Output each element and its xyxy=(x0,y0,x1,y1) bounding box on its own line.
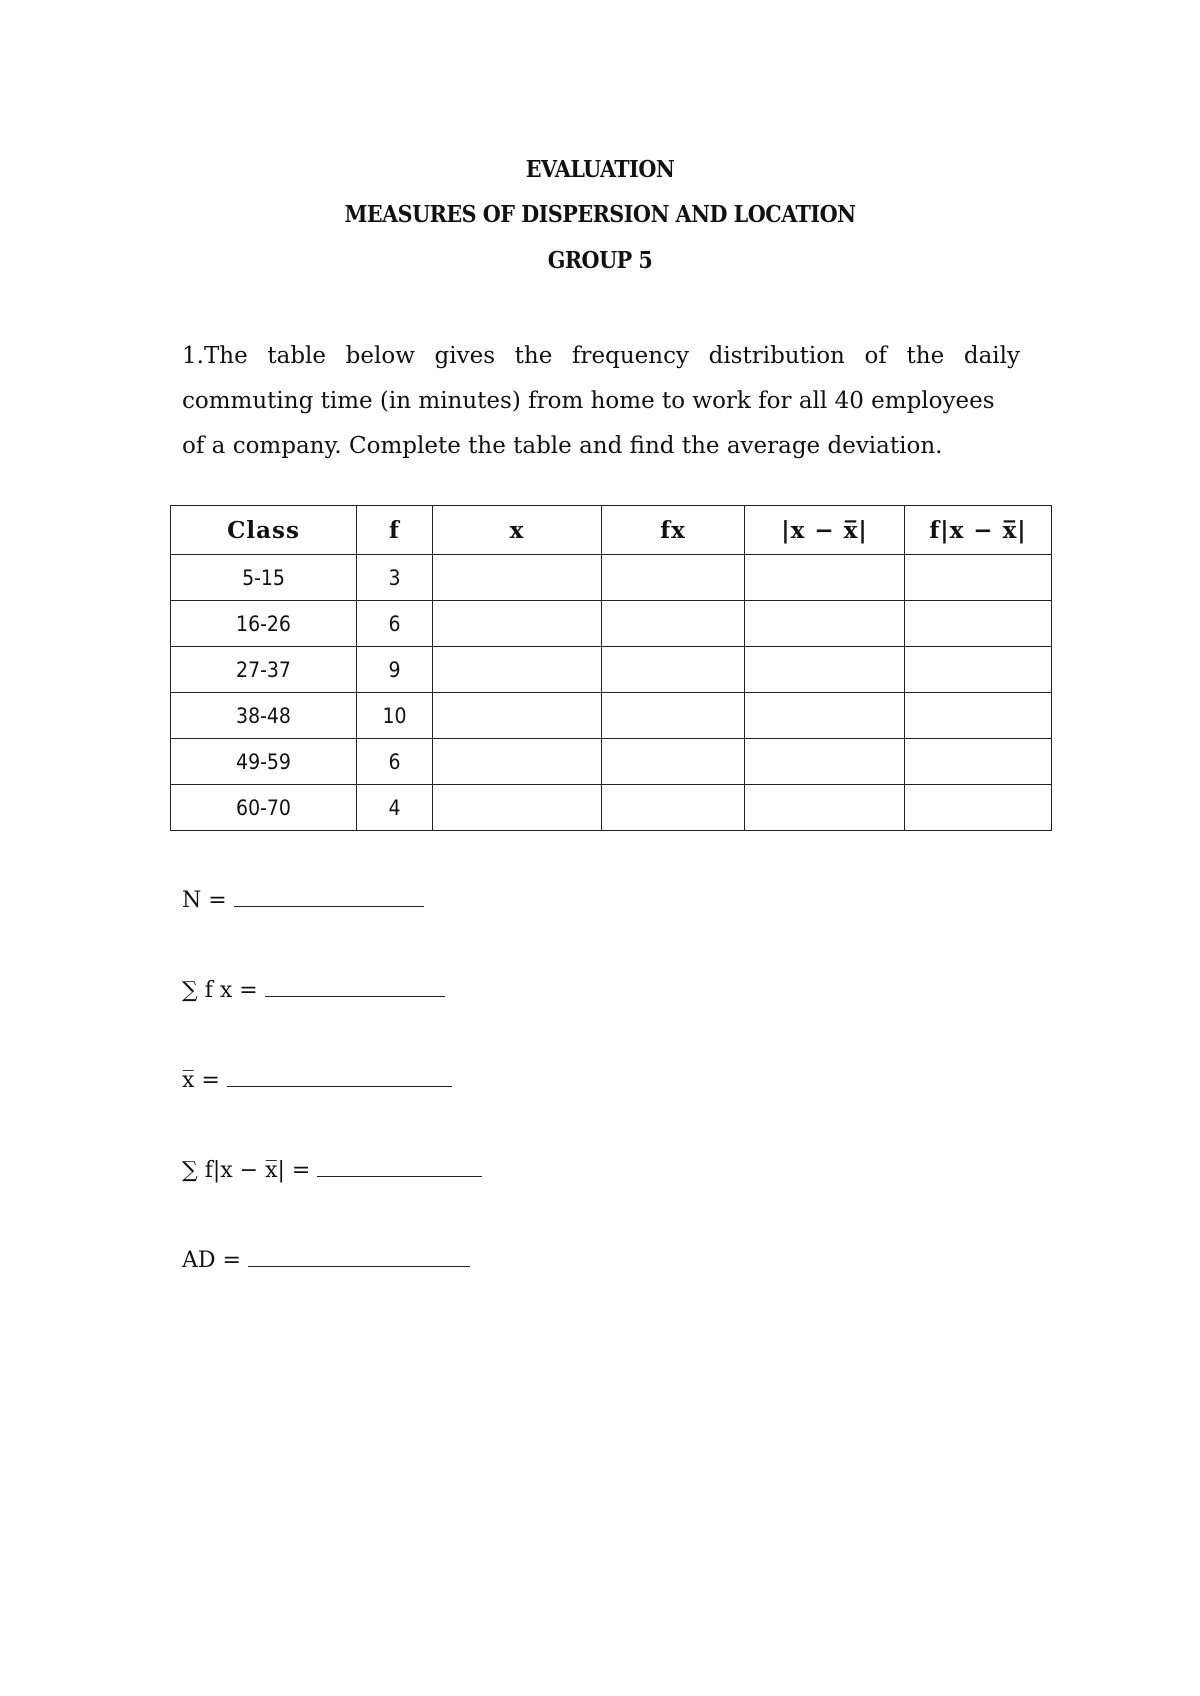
table-row xyxy=(171,693,1052,739)
cell-fx[interactable] xyxy=(602,601,745,647)
question-word: the xyxy=(906,343,945,369)
group-label: GROUP 5 xyxy=(547,247,653,274)
question-line-3: of a company. Complete the table and find the average deviation. xyxy=(182,433,943,459)
header-class: Class xyxy=(171,506,357,555)
header-x: x xyxy=(433,506,602,555)
cell-f-abs-dev[interactable] xyxy=(905,601,1052,647)
header-fx: fx xyxy=(602,506,745,555)
question-1 xyxy=(182,334,1020,469)
answer-n xyxy=(182,888,424,913)
cell-x[interactable] xyxy=(433,555,602,601)
question-line-2: commuting time (in minutes) from home to work for all 40 employees xyxy=(182,388,995,414)
answer-sum-f-abs-dev-blank[interactable] xyxy=(317,1158,482,1177)
cell-fx[interactable] xyxy=(602,739,745,785)
question-word: gives xyxy=(434,343,496,369)
answer-n-blank[interactable] xyxy=(234,888,424,907)
question-word: daily xyxy=(963,343,1020,369)
cell-abs-dev[interactable] xyxy=(745,647,905,693)
cell-abs-dev[interactable] xyxy=(745,693,905,739)
header-f: f xyxy=(357,506,433,555)
cell-x[interactable] xyxy=(433,693,602,739)
cell-abs-dev[interactable] xyxy=(745,739,905,785)
answer-sum-fx-blank[interactable] xyxy=(265,978,445,997)
cell-f-abs-dev[interactable] xyxy=(905,647,1052,693)
question-word: below xyxy=(345,343,415,369)
cell-fx[interactable] xyxy=(602,647,745,693)
table-row xyxy=(171,555,1052,601)
worksheet-title: EVALUATION xyxy=(525,156,675,183)
answer-mean-label: x̅ = xyxy=(182,1068,220,1093)
cell-class: 5-15 xyxy=(171,555,357,601)
question-word: table xyxy=(267,343,327,369)
header-abs-dev: |x − x̅| xyxy=(745,506,905,555)
cell-f: 10 xyxy=(357,693,433,739)
cell-fx[interactable] xyxy=(602,555,745,601)
answer-mean xyxy=(182,1068,452,1093)
table-row xyxy=(171,739,1052,785)
answer-sum-fx xyxy=(182,978,445,1003)
question-word: frequency xyxy=(571,343,689,369)
answer-n-label: N = xyxy=(182,888,227,913)
table-row xyxy=(171,647,1052,693)
cell-abs-dev[interactable] xyxy=(745,785,905,831)
cell-f: 4 xyxy=(357,785,433,831)
cell-class: 16-26 xyxy=(171,601,357,647)
question-number: 1. xyxy=(182,343,204,369)
cell-class: 27-37 xyxy=(171,647,357,693)
answer-mean-blank[interactable] xyxy=(227,1068,452,1087)
question-word: distribution xyxy=(708,343,845,369)
cell-f-abs-dev[interactable] xyxy=(905,785,1052,831)
question-word: The xyxy=(203,343,248,369)
question-line-1 xyxy=(182,334,1020,379)
cell-x[interactable] xyxy=(433,601,602,647)
cell-fx[interactable] xyxy=(602,785,745,831)
table-row xyxy=(171,785,1052,831)
cell-abs-dev[interactable] xyxy=(745,555,905,601)
cell-f-abs-dev[interactable] xyxy=(905,739,1052,785)
answer-ad-blank[interactable] xyxy=(248,1248,470,1267)
frequency-table xyxy=(170,505,1052,831)
worksheet-subtitle: MEASURES OF DISPERSION AND LOCATION xyxy=(344,201,856,228)
cell-f-abs-dev[interactable] xyxy=(905,693,1052,739)
cell-x[interactable] xyxy=(433,785,602,831)
cell-x[interactable] xyxy=(433,647,602,693)
table-row xyxy=(171,601,1052,647)
answer-sum-f-abs-dev-label: ∑ f|x − x̅| = xyxy=(182,1158,311,1183)
answer-sum-fx-label: ∑ f x = xyxy=(182,978,258,1003)
cell-class: 49-59 xyxy=(171,739,357,785)
question-number-and-first-word xyxy=(182,334,248,379)
cell-f: 3 xyxy=(357,555,433,601)
answer-average-deviation xyxy=(182,1248,470,1273)
question-word: of xyxy=(864,343,887,369)
cell-class: 60-70 xyxy=(171,785,357,831)
cell-class: 38-48 xyxy=(171,693,357,739)
answer-sum-f-abs-dev xyxy=(182,1158,482,1183)
cell-x[interactable] xyxy=(433,739,602,785)
cell-f: 9 xyxy=(357,647,433,693)
question-word: the xyxy=(514,343,553,369)
header-f-abs-dev: f|x − x̅| xyxy=(905,506,1052,555)
cell-f-abs-dev[interactable] xyxy=(905,555,1052,601)
answer-ad-label: AD = xyxy=(182,1248,241,1273)
cell-fx[interactable] xyxy=(602,693,745,739)
cell-abs-dev[interactable] xyxy=(745,601,905,647)
cell-f: 6 xyxy=(357,601,433,647)
table-header-row xyxy=(171,506,1052,555)
cell-f: 6 xyxy=(357,739,433,785)
